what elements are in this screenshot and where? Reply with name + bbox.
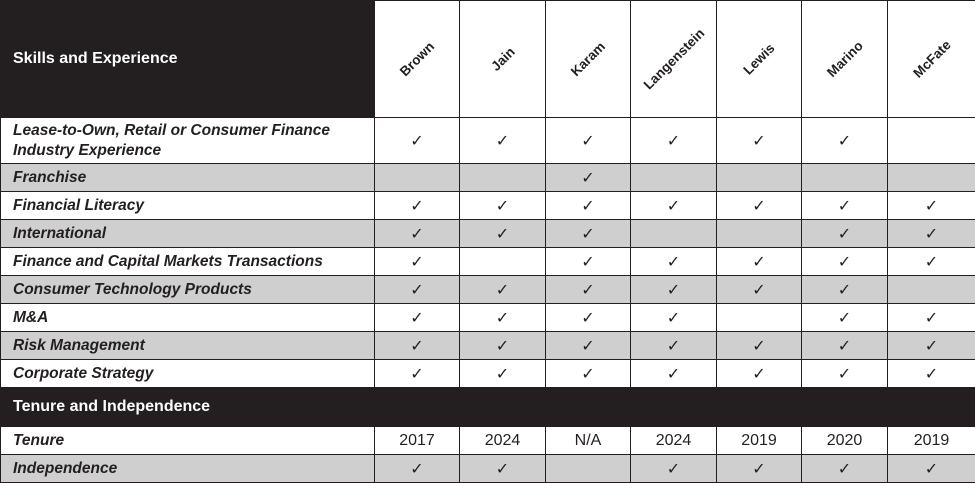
checkmark-cell: ✓ xyxy=(802,192,888,220)
checkmark-cell: ✓ xyxy=(375,304,460,332)
checkmark-cell: ✓ xyxy=(460,332,546,360)
empty-cell xyxy=(460,164,546,192)
checkmark-cell: ✓ xyxy=(460,276,546,304)
director-name-karam: Karam xyxy=(546,1,631,118)
checkmark-cell: ✓ xyxy=(888,332,975,360)
checkmark-cell: ✓ xyxy=(888,248,975,276)
tenure-body xyxy=(1,427,975,483)
checkmark-cell: ✓ xyxy=(631,360,717,388)
row-label: Franchise xyxy=(1,164,375,192)
row-independence xyxy=(1,455,975,483)
row-label: Independence xyxy=(1,455,375,483)
empty-cell xyxy=(717,220,802,248)
checkmark-cell: ✓ xyxy=(631,192,717,220)
empty-cell xyxy=(717,164,802,192)
value-cell: 2019 xyxy=(717,427,802,455)
director-name-langenstein: Langenstein xyxy=(631,1,717,118)
checkmark-cell: ✓ xyxy=(631,276,717,304)
checkmark-cell: ✓ xyxy=(802,220,888,248)
empty-cell xyxy=(546,455,631,483)
row-finance-and-capital-markets-transactions xyxy=(1,248,975,276)
checkmark-cell: ✓ xyxy=(375,276,460,304)
empty-cell xyxy=(802,164,888,192)
row-tenure xyxy=(1,427,975,455)
checkmark-cell: ✓ xyxy=(888,455,975,483)
checkmark-cell: ✓ xyxy=(717,455,802,483)
empty-cell xyxy=(888,276,975,304)
skills-body xyxy=(1,118,975,388)
empty-cell xyxy=(460,248,546,276)
checkmark-cell: ✓ xyxy=(460,118,546,164)
row-label: Finance and Capital Markets Transactions xyxy=(1,248,375,276)
checkmark-cell: ✓ xyxy=(460,304,546,332)
checkmark-cell: ✓ xyxy=(631,332,717,360)
checkmark-cell: ✓ xyxy=(802,360,888,388)
checkmark-cell: ✓ xyxy=(888,304,975,332)
checkmark-cell: ✓ xyxy=(802,118,888,164)
checkmark-cell: ✓ xyxy=(802,248,888,276)
row-international xyxy=(1,220,975,248)
empty-cell xyxy=(631,164,717,192)
value-cell: 2024 xyxy=(460,427,546,455)
checkmark-cell: ✓ xyxy=(888,192,975,220)
row-label: Consumer Technology Products xyxy=(1,276,375,304)
checkmark-cell: ✓ xyxy=(888,360,975,388)
empty-cell xyxy=(888,164,975,192)
checkmark-cell: ✓ xyxy=(631,304,717,332)
checkmark-cell: ✓ xyxy=(460,192,546,220)
value-cell: N/A xyxy=(546,427,631,455)
checkmark-cell: ✓ xyxy=(546,276,631,304)
director-name-lewis: Lewis xyxy=(717,1,802,118)
row-risk-management xyxy=(1,332,975,360)
checkmark-cell: ✓ xyxy=(375,192,460,220)
value-cell: 2019 xyxy=(888,427,975,455)
checkmark-cell: ✓ xyxy=(717,192,802,220)
row-consumer-technology-products xyxy=(1,276,975,304)
checkmark-cell: ✓ xyxy=(546,304,631,332)
checkmark-cell: ✓ xyxy=(375,455,460,483)
skills-heading: Skills and Experience xyxy=(1,1,375,118)
checkmark-cell: ✓ xyxy=(546,248,631,276)
row-franchise xyxy=(1,164,975,192)
value-cell: 2020 xyxy=(802,427,888,455)
director-name-jain: Jain xyxy=(460,1,546,118)
checkmark-cell: ✓ xyxy=(375,118,460,164)
row-label: Financial Literacy xyxy=(1,192,375,220)
checkmark-cell: ✓ xyxy=(717,360,802,388)
empty-cell xyxy=(717,304,802,332)
checkmark-cell: ✓ xyxy=(546,164,631,192)
row-corporate-strategy xyxy=(1,360,975,388)
section-row xyxy=(1,388,975,427)
checkmark-cell: ✓ xyxy=(546,220,631,248)
checkmark-cell: ✓ xyxy=(375,220,460,248)
checkmark-cell: ✓ xyxy=(888,220,975,248)
checkmark-cell: ✓ xyxy=(802,276,888,304)
checkmark-cell: ✓ xyxy=(802,455,888,483)
row-label: Tenure xyxy=(1,427,375,455)
checkmark-cell: ✓ xyxy=(460,455,546,483)
row-m-a xyxy=(1,304,975,332)
checkmark-cell: ✓ xyxy=(546,360,631,388)
checkmark-cell: ✓ xyxy=(717,276,802,304)
empty-cell xyxy=(631,220,717,248)
checkmark-cell: ✓ xyxy=(802,332,888,360)
checkmark-cell: ✓ xyxy=(631,455,717,483)
checkmark-cell: ✓ xyxy=(631,248,717,276)
checkmark-cell: ✓ xyxy=(375,360,460,388)
checkmark-cell: ✓ xyxy=(631,118,717,164)
director-name-brown: Brown xyxy=(375,1,460,118)
empty-cell xyxy=(888,118,975,164)
checkmark-cell: ✓ xyxy=(375,248,460,276)
checkmark-cell: ✓ xyxy=(460,220,546,248)
section-heading: Tenure and Independence xyxy=(1,388,975,427)
value-cell: 2024 xyxy=(631,427,717,455)
director-name-mcfate: McFate xyxy=(888,1,975,118)
empty-cell xyxy=(375,164,460,192)
checkmark-cell: ✓ xyxy=(717,332,802,360)
row-financial-literacy xyxy=(1,192,975,220)
checkmark-cell: ✓ xyxy=(717,118,802,164)
checkmark-cell: ✓ xyxy=(375,332,460,360)
row-label: International xyxy=(1,220,375,248)
header-row xyxy=(1,1,975,118)
row-label: Corporate Strategy xyxy=(1,360,375,388)
checkmark-cell: ✓ xyxy=(546,118,631,164)
checkmark-cell: ✓ xyxy=(546,332,631,360)
row-lease-to-own-retail-or-consumer-finance-industry-experience xyxy=(1,118,975,164)
director-name-marino: Marino xyxy=(802,1,888,118)
row-label: M&A xyxy=(1,304,375,332)
value-cell: 2017 xyxy=(375,427,460,455)
checkmark-cell: ✓ xyxy=(460,360,546,388)
checkmark-cell: ✓ xyxy=(802,304,888,332)
checkmark-cell: ✓ xyxy=(546,192,631,220)
row-label: Risk Management xyxy=(1,332,375,360)
checkmark-cell: ✓ xyxy=(717,248,802,276)
row-label: Lease-to-Own, Retail or Consumer Finance Industry Experience xyxy=(1,118,375,164)
